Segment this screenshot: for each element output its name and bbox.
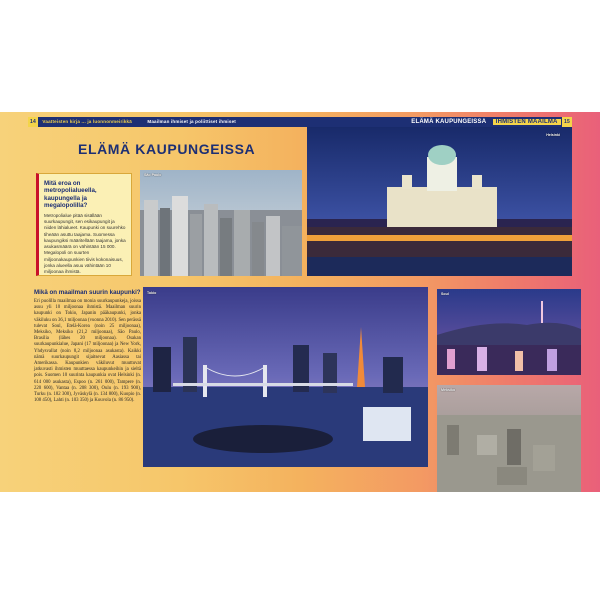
photo-caption-sao-paulo: São Paulo — [144, 173, 162, 177]
photo-caption-tokio: Tokio — [147, 291, 157, 295]
right-chapter-title: IHMISTEN MAAILMA — [493, 119, 561, 125]
photo-helsinki — [307, 127, 572, 276]
left-header-strip — [28, 117, 300, 127]
right-section-title: ELÄMÄ KAUPUNGEISSA — [411, 119, 487, 125]
info-box-answer: Metropolialue pitää sisällään suurkaupungit, sen esikaupungit ja niiden lähialueet. Kaupunki on suurehko tiheään asuttu taajama. Suomessa kaupungiksi määritellään taajama, jonka asukasmäärä on vähintään 15 000. Megalopoli on suurten miljoonakaupunkien tiivis kokonaisuus, jonka alueella asuu vähintään 10 miljoonaa ihmistä. — [44, 212, 126, 275]
section-question: Mikä on maailman suurin kaupunki? — [34, 289, 141, 296]
right-header-strip — [300, 117, 572, 127]
photo-tokio — [143, 287, 428, 467]
photo-caption-helsinki: Helsinki — [546, 133, 560, 137]
left-chapter-title: Maailman ihmiset ja poliittiset ihmiset — [147, 119, 236, 124]
info-box-question: Mitä eroa on metropolialueella, kaupungella ja megalopolilla? — [44, 180, 97, 210]
info-box — [36, 173, 132, 276]
right-page-number: 15 — [564, 119, 570, 125]
body-text: Eri puolilla maailmaa on monia suurkaupunkeja, joissa asuu yli 10 miljoonaa ihmistä. Maailman suurin kaupunki on Tokio, Japanin pääkaupunki, jonka väkiluku on 36,1 miljoonaa (vuonna 2010). Sen perässä tulevat Soul, Etelä-Korea (noin 25 miljoonaa), Meksiko, Meksiko (21,2 miljoonaa), São Paulo, Brasilia (lähes 20 miljoonaa). Osakan suurkaupunkialue, Japani (17 miljoonaa) ja New York, Yhdysvallat (noin 8,2 miljoonaa asukasta). Kaikki nämä suurkaupungit sijaitsevat Aasiassa tai Amerikassa. Kaupunkien väkiluvut muuttuvat jatkuvasti ihmisten muuttaessa kaupunkeihin ja sieltä pois. Suomen 10 suurinta kaupunkia ovat Helsinki (n. 614 000 asukasta), Espoo (n. 261 000), Tampere (n. 220 600), Vantaa (n. 208 300), Oulu (n. 193 900), Turku (n. 182 300), Jyväskylä (n. 134 800), Kuopio (n. 108 450), Lahti (n. 103 350) ja Kouvola (n. 86 950). — [34, 299, 141, 404]
photo-caption-soul: Soul — [441, 292, 449, 296]
photo-sao-paulo — [140, 170, 302, 276]
left-series-title: Vaatteisten kirja ... ja luonnonmeirikkä — [42, 119, 132, 124]
left-page-number: 14 — [30, 119, 36, 125]
photo-meksiko — [437, 385, 581, 492]
photo-caption-meksiko: Meksiko — [441, 388, 456, 392]
photo-soul — [437, 289, 581, 375]
page-title: ELÄMÄ KAUPUNGEISSA — [78, 141, 256, 157]
